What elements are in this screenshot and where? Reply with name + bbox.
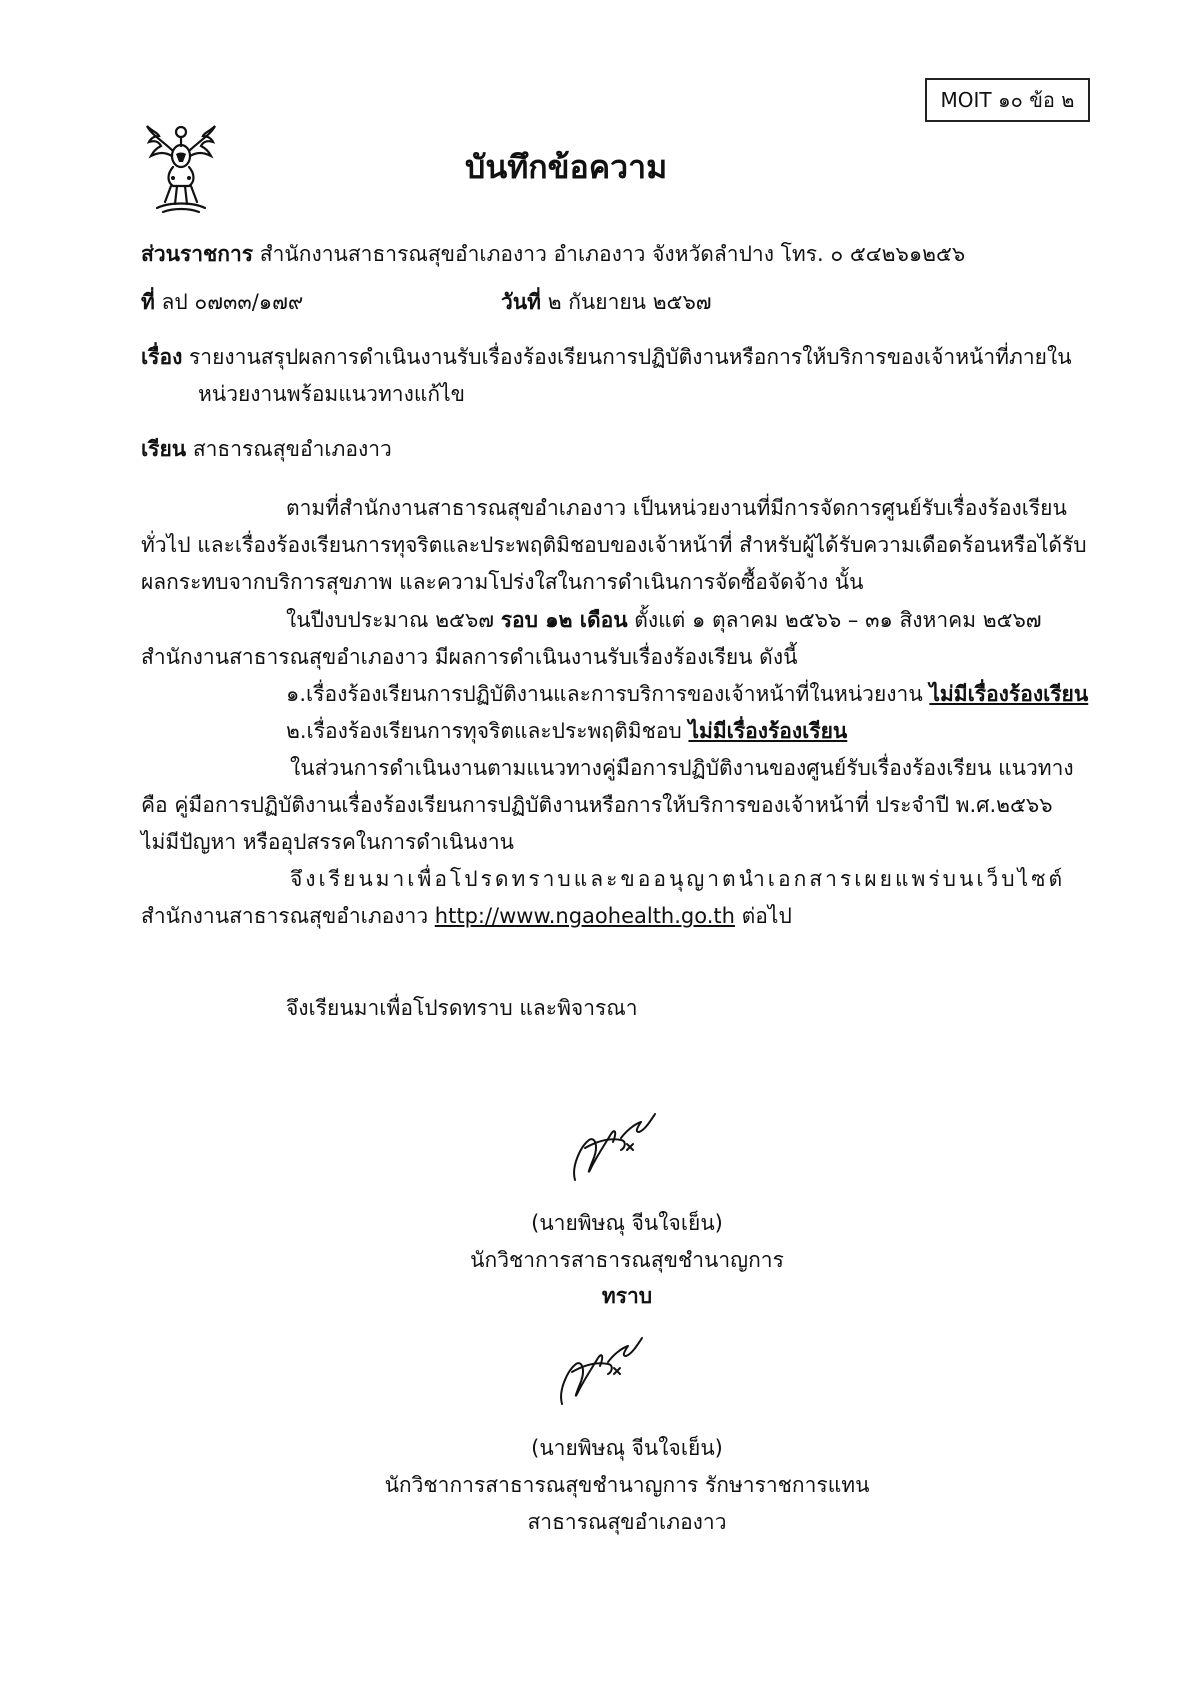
date-row	[501, 286, 712, 319]
closing-word-text: ต่อไป	[734, 904, 792, 928]
reference-value: ลป ๐๗๓๓/๑๗๙	[161, 290, 304, 314]
signer-2-position: นักวิชาการสาธารณสุขชำนาญการ รักษาราชการแทน	[384, 1473, 870, 1497]
agency-row	[141, 238, 965, 271]
office-name-text: สำนักงานสาธารณสุขอำเภองาว	[141, 904, 435, 928]
subject-line-2: หน่วยงานพร้อมแนวทางแก้ไข	[198, 382, 466, 406]
result-item-2-status: ไม่มีเรื่องร้องเรียน	[688, 719, 848, 743]
paragraph-1-line-2: ทั่วไป และเรื่องร้องเรียนการทุจริตและประพฤติมิชอบของเจ้าหน้าที่ สำหรับผู้ได้รับความเดือดร้อนหรือได้รับ	[141, 533, 1087, 557]
signer-1-name: (นายพิษณุ จีนใจเย็น)	[531, 1211, 723, 1235]
reference-row	[141, 286, 303, 319]
paragraph-1-line-3: ผลกระทบจากบริการสุขภาพ และความโปร่งใสในการดำเนินการจัดซื้อจัดจ้าง นั้น	[141, 570, 864, 594]
signature-2-image	[552, 1332, 652, 1408]
paragraph-4-line-2	[141, 900, 792, 933]
signature-1-image	[565, 1110, 665, 1186]
paragraph-3-line-3: ไม่มีปัญหา หรืออุปสรรคในการดำเนินงาน	[141, 830, 514, 854]
signer-1-position: นักวิชาการสาธารณสุขชำนาญการ	[470, 1248, 784, 1272]
paragraph-3-line-1: ในส่วนการดำเนินงานตามแนวทางคู่มือการปฏิบัติงานของศูนย์รับเรื่องร้องเรียน แนวทาง	[290, 756, 1074, 780]
paragraph-4-line-1: จึงเรียนมาเพื่อโปรดทราบและขออนุญาตนำเอกสารเผยแพร่บนเว็บไซต์	[290, 867, 1066, 891]
salutation-value: สาธารณสุขอำเภองาว	[192, 437, 392, 461]
subject-line-1: รายงานสรุปผลการดำเนินงานรับเรื่องร้องเรียนการปฏิบัติงานหรือการให้บริการของเจ้าหน้าที่ภายใน	[189, 345, 1072, 369]
reference-label: ที่	[141, 290, 155, 314]
paragraph-3-line-2: คือ คู่มือการปฏิบัติงานเรื่องร้องเรียนการปฏิบัติงานหรือการให้บริการของเจ้าหน้าที่ ประจำปี พ.ศ.๒๕๖๖	[141, 793, 1053, 817]
fiscal-year-text: ในปีงบประมาณ ๒๕๖๗	[286, 608, 501, 632]
round-text: รอบ ๑๒ เดือน	[500, 608, 628, 632]
result-item-1-status: ไม่มีเรื่องร้องเรียน	[929, 682, 1089, 706]
paragraph-2-line-2: สำนักงานสาธารณสุขอำเภองาว มีผลการดำเนินงานรับเรื่องร้องเรียน ดังนี้	[141, 645, 798, 669]
acknowledged-remark: ทราบ	[601, 1284, 653, 1308]
result-item-2-text: ๒.เรื่องร้องเรียนการทุจริตและประพฤติมิชอบ	[286, 719, 689, 743]
salutation-label: เรียน	[141, 437, 187, 461]
paragraph-1-line-1: ตามที่สำนักงานสาธารณสุขอำเภองาว เป็นหน่วยงานที่มีการจัดการศูนย์รับเรื่องร้องเรียน	[286, 496, 1067, 520]
paragraph-2-line-1	[286, 604, 1042, 637]
agency-value: สำนักงานสาธารณสุขอำเภองาว อำเภองาว จังหวัดลำปาง โทร. ๐ ๕๔๒๖๑๒๕๖	[259, 242, 966, 266]
document-title: บันทึกข้อความ	[465, 148, 668, 186]
document-code-box	[925, 78, 1090, 122]
closing-line: จึงเรียนมาเพื่อโปรดทราบ และพิจารณา	[286, 996, 638, 1020]
website-link[interactable]: http://www.ngaohealth.go.th	[434, 904, 735, 928]
result-item-1-text: ๑.เรื่องร้องเรียนการปฏิบัติงานและการบริการของเจ้าหน้าที่ในหน่วยงาน	[286, 682, 930, 706]
date-value: ๒ กันยายน ๒๕๖๗	[547, 290, 712, 314]
agency-label: ส่วนราชการ	[141, 242, 254, 266]
date-label: วันที่	[501, 290, 541, 314]
result-item-1	[286, 678, 1088, 711]
period-text: ตั้งแต่ ๑ ตุลาคม ๒๕๖๖ – ๓๑ สิงหาคม ๒๕๖๗	[627, 608, 1042, 632]
salutation-row	[141, 433, 392, 466]
signer-2-name: (นายพิษณุ จีนใจเย็น)	[531, 1436, 723, 1460]
document-code: MOIT ๑๐ ข้อ ๒	[940, 88, 1075, 112]
signer-2-office: สาธารณสุขอำเภองาว	[527, 1510, 727, 1534]
result-item-2	[286, 715, 847, 748]
subject-label: เรื่อง	[141, 345, 183, 369]
garuda-emblem-icon	[143, 122, 219, 214]
subject-row	[141, 341, 1072, 374]
